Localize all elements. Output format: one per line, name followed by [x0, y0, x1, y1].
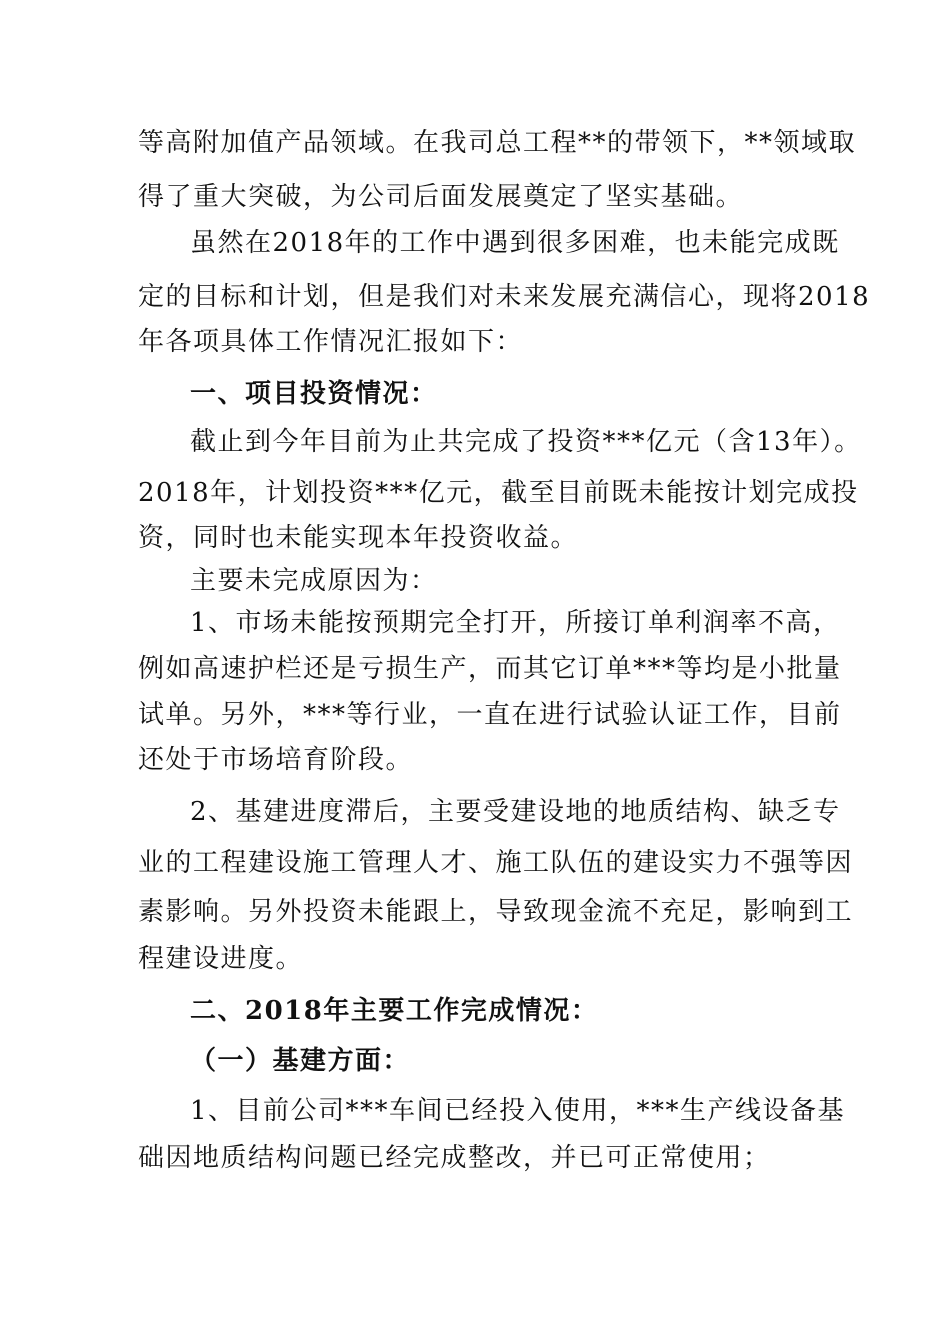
paragraph-line: 定的目标和计划，但是我们对未来发展充满信心，现将2018 [138, 282, 871, 312]
paragraph-line: 例如高速护栏还是亏损生产，而其它订单***等均是小批量 [138, 654, 842, 684]
paragraph-line: 年各项具体工作情况汇报如下： [138, 327, 524, 357]
paragraph-line: 虽然在2018年的工作中遇到很多困难，也未能完成既 [190, 228, 840, 258]
paragraph-line: 程建设进度。 [138, 944, 304, 974]
paragraph-line: 试单。另外，***等行业，一直在进行试验认证工作，目前 [138, 700, 842, 730]
section-heading: 二、2018年主要工作完成情况： [190, 996, 599, 1026]
paragraph-line: 得了重大突破，为公司后面发展奠定了坚实基础。 [138, 182, 744, 212]
paragraph-line: 截止到今年目前为止共完成了投资***亿元（含13年）。 [190, 427, 862, 457]
paragraph-line: 主要未完成原因为： [190, 566, 438, 596]
paragraph-line: 1、目前公司***车间已经投入使用，***生产线设备基 [190, 1096, 846, 1126]
paragraph-line: 业的工程建设施工管理人才、施工队伍的建设实力不强等因 [138, 848, 854, 878]
sub-section-heading: （一）基建方面： [190, 1046, 411, 1076]
paragraph-line: 还处于市场培育阶段。 [138, 745, 414, 775]
paragraph-line: 2018年，计划投资***亿元，截至目前既未能按计划完成投 [138, 478, 859, 508]
paragraph-line: 等高附加值产品领域。在我司总工程**的带领下，**领域取 [138, 128, 857, 158]
section-heading: 一、项目投资情况： [190, 379, 438, 409]
paragraph-line: 2、基建进度滞后，主要受建设地的地质结构、缺乏专 [190, 797, 841, 827]
paragraph-line: 础因地质结构问题已经完成整改，并已可正常使用； [138, 1143, 771, 1173]
paragraph-line: 1、市场未能按预期完全打开，所接订单利润率不高， [190, 608, 841, 638]
paragraph-line: 素影响。另外投资未能跟上，导致现金流不充足，影响到工 [138, 897, 854, 927]
paragraph-line: 资，同时也未能实现本年投资收益。 [138, 523, 579, 553]
